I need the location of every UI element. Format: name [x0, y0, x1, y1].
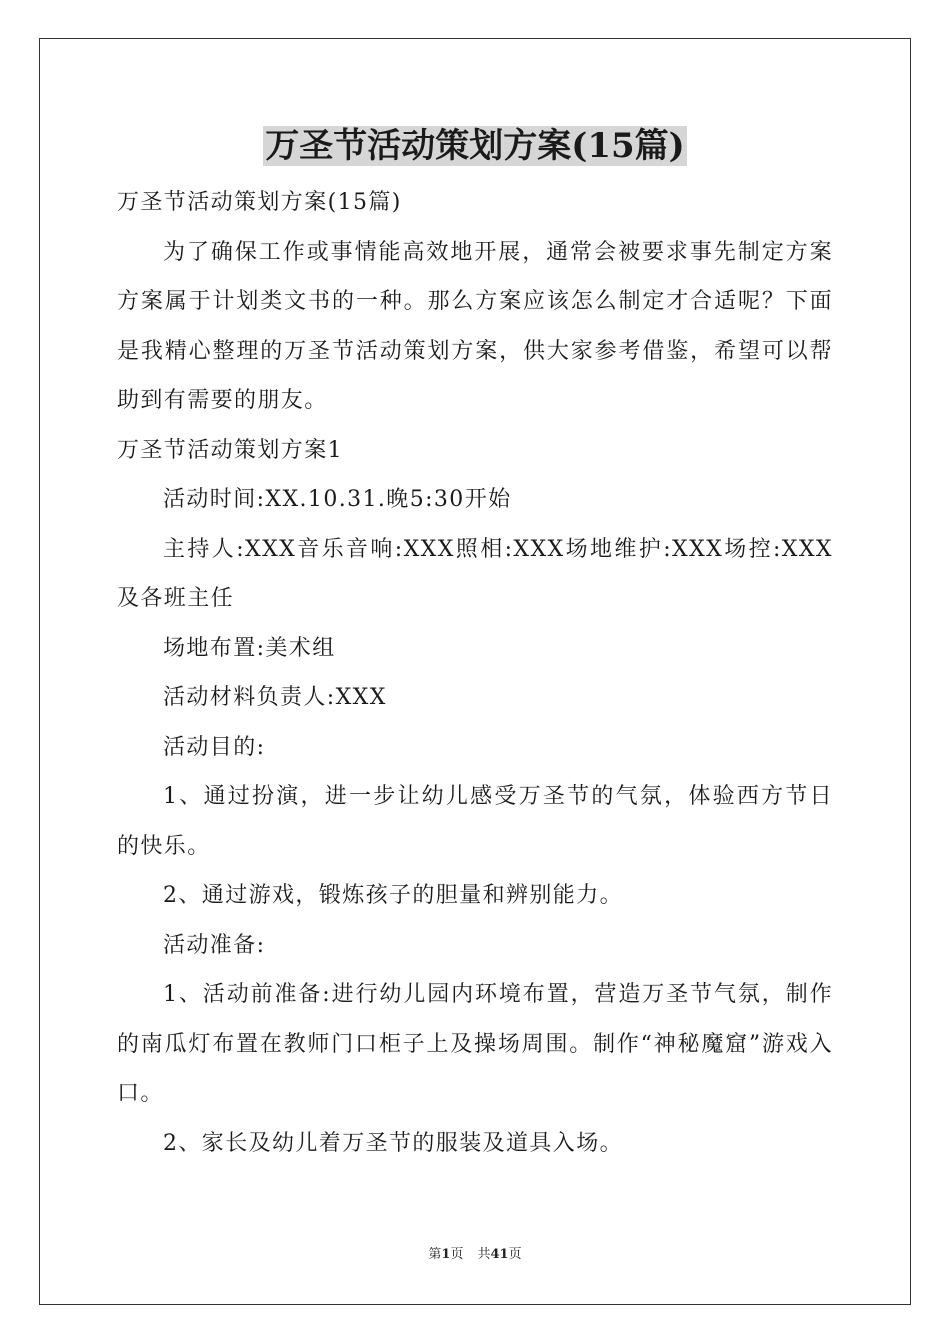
paragraph-intro: 为了确保工作或事情能高效地开展，通常会被要求事先制定方案方案属于计划类文书的一种。那么方案应该怎么制定才合适呢？下面是我精心整理的万圣节活动策划方案，供大家参考借鉴，希望可以帮助到有需要的朋友。 — [117, 239, 833, 413]
footer-total-prefix: 共 — [477, 1247, 491, 1262]
footer-total-suffix: 页 — [508, 1247, 522, 1262]
paragraph-purpose-2: 2、通过游戏，锻炼孩子的胆量和辨别能力。 — [163, 883, 623, 908]
footer-page-prefix: 第 — [428, 1247, 442, 1262]
document-body — [117, 178, 833, 1168]
paragraph-purpose-1: 1、通过扮演，进一步让幼儿感受万圣节的气氛，体验西方节日的快乐。 — [117, 784, 833, 859]
paragraph-section-title: 万圣节活动策划方案1 — [117, 437, 343, 463]
paragraph-staff: 主持人:XXX音乐音响:XXX照相:XXX场地维护:XXX场控:XXX及各班主任 — [117, 536, 833, 611]
footer-total-pages: 41 — [490, 1247, 509, 1262]
document-title — [0, 124, 950, 168]
paragraph-heading: 万圣节活动策划方案(15篇) — [117, 190, 402, 215]
paragraph-prep-1: 1、活动前准备:进行幼儿园内环境布置，营造万圣节气氛，制作的南瓜灯布置在教师门口柜子上及操场周围。制作“神秘魔窟”游戏入口。 — [117, 982, 833, 1106]
footer-page-suffix: 页 — [450, 1247, 464, 1262]
footer-page-number: 1 — [441, 1247, 451, 1262]
document-title-text: 万圣节活动策划方案(15篇) — [265, 126, 685, 166]
paragraph-prep-2: 2、家长及幼儿着万圣节的服装及道具入场。 — [163, 1130, 623, 1156]
paragraph-materials: 活动材料负责人:XXX — [163, 685, 387, 710]
paragraph-prep-label: 活动准备: — [163, 932, 266, 958]
paragraph-purpose-label: 活动目的: — [163, 734, 266, 760]
paragraph-venue: 场地布置:美术组 — [163, 635, 336, 661]
paragraph-activity-time: 活动时间:XX.10.31.晚5:30开始 — [163, 487, 512, 512]
page-footer — [0, 1246, 950, 1264]
